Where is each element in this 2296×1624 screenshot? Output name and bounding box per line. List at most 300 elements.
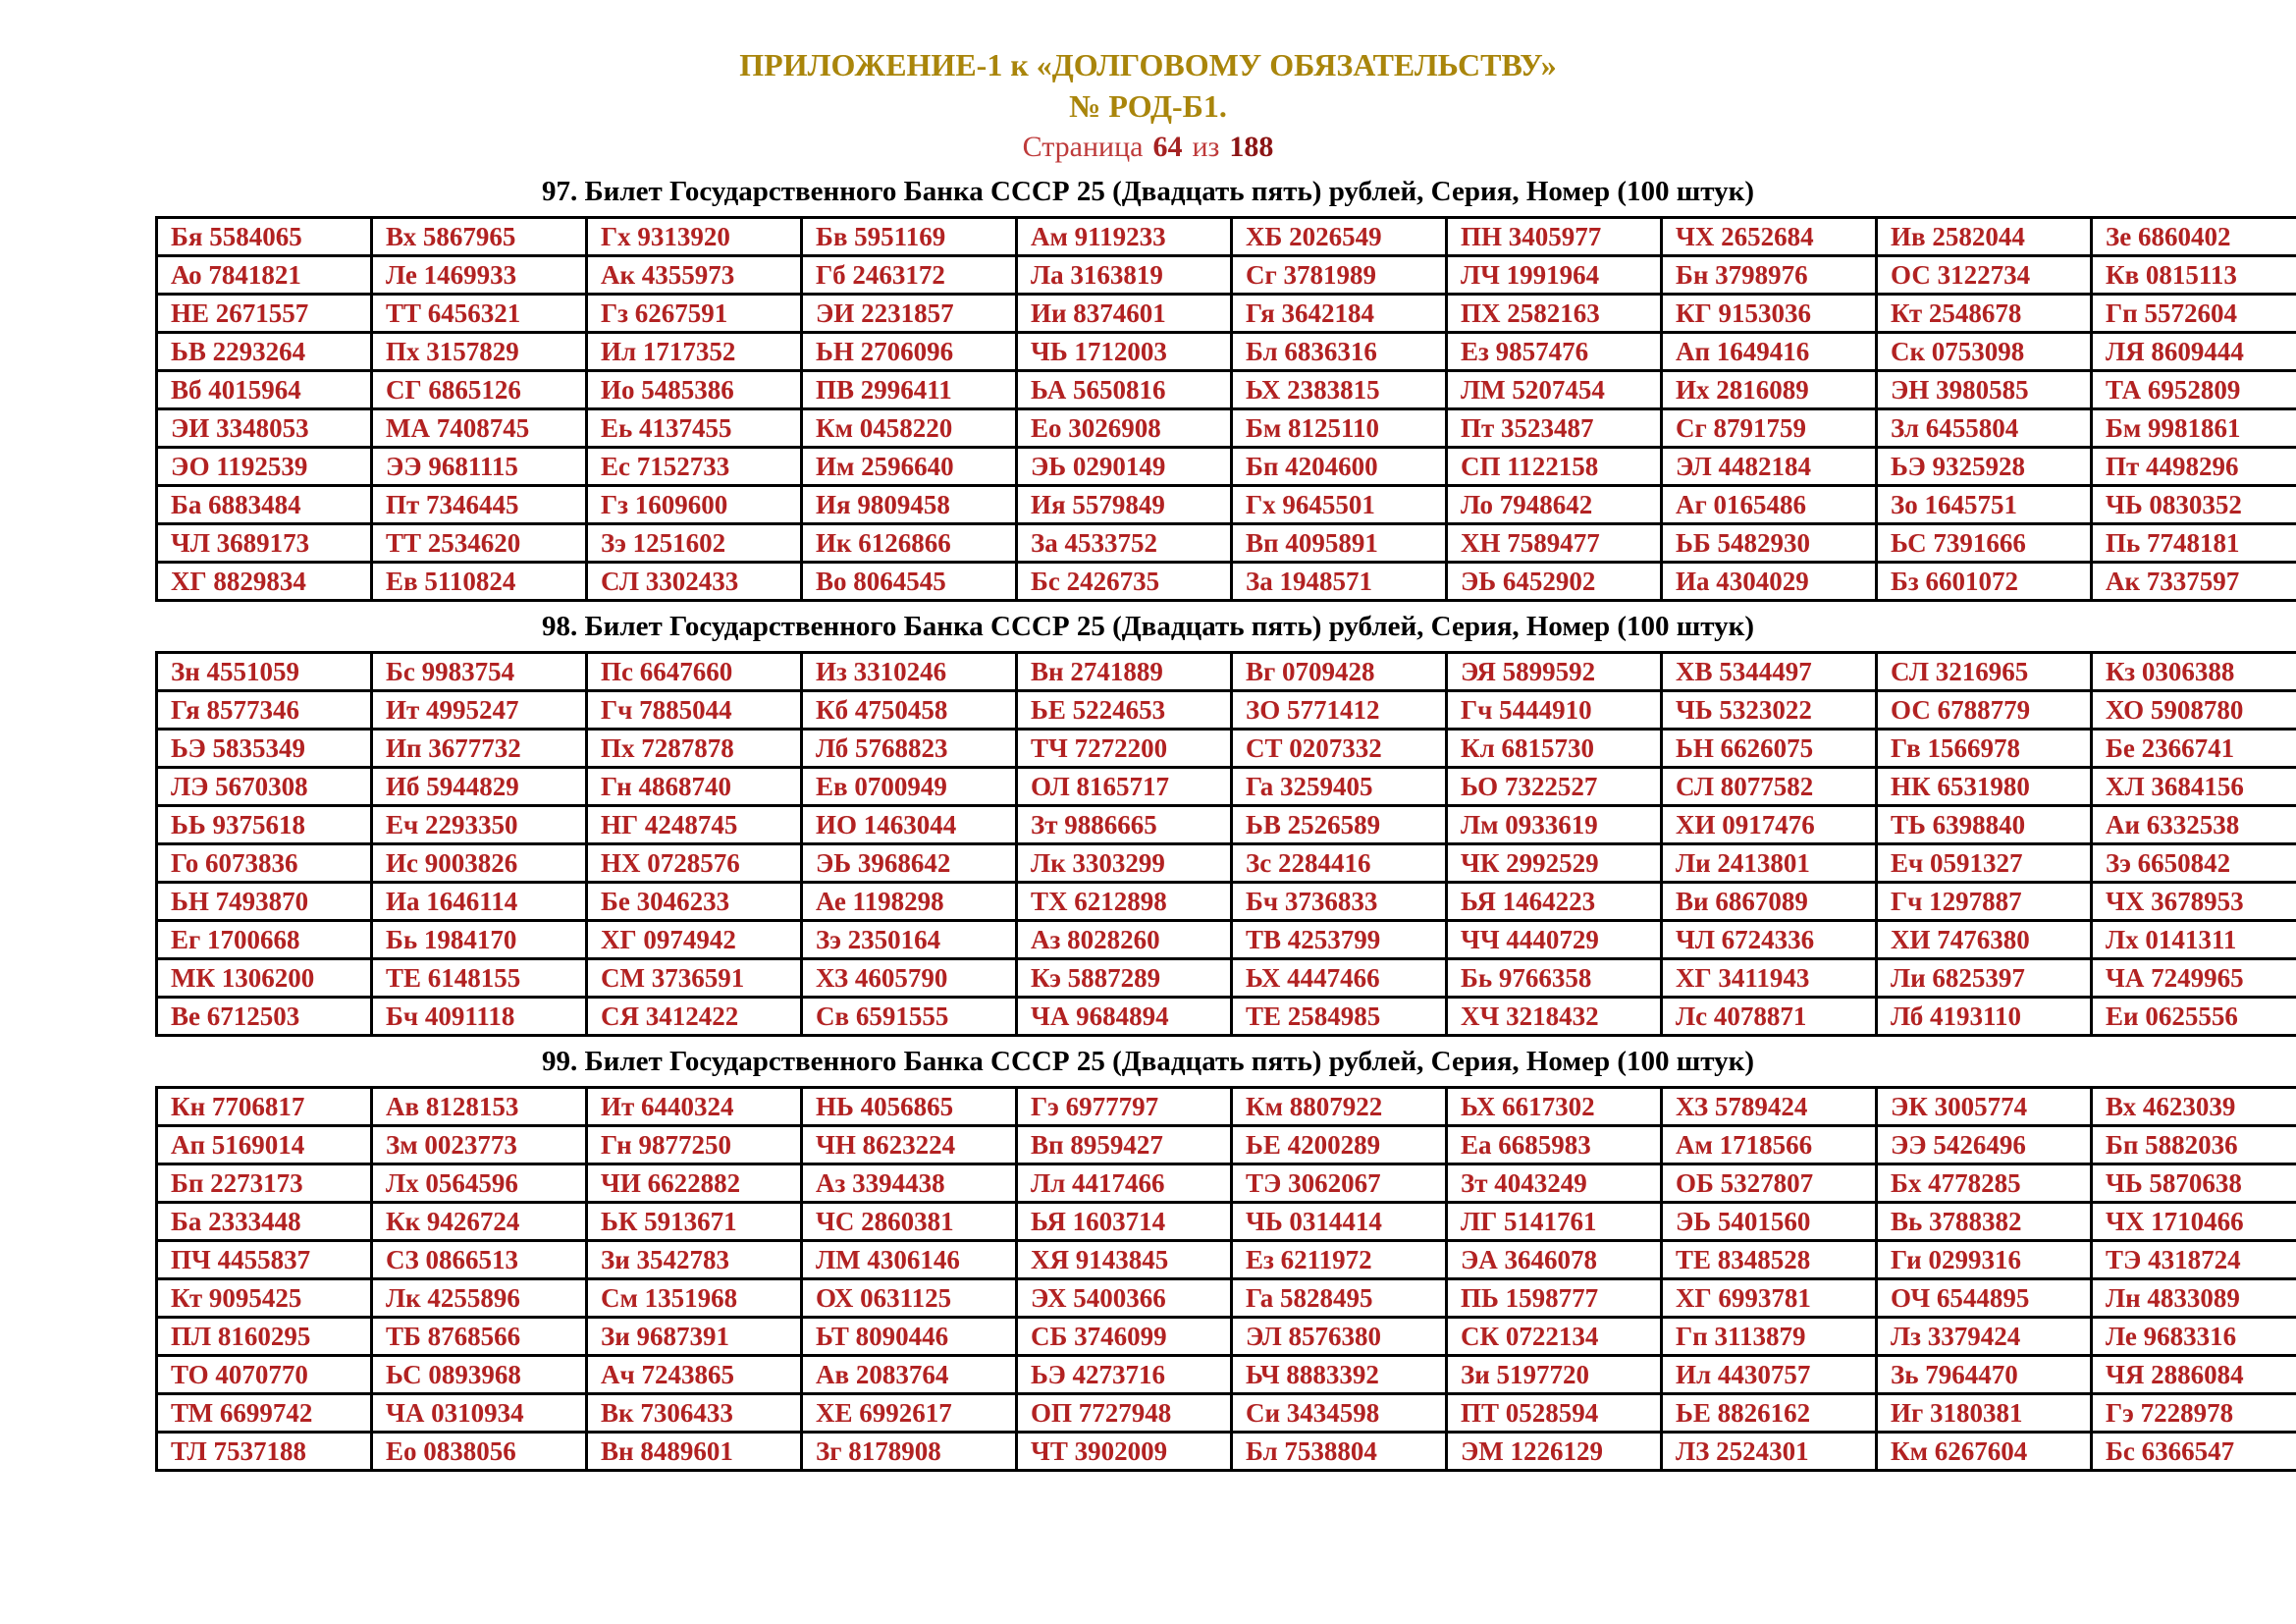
serial-cell: Ия 5579849 <box>1017 486 1232 524</box>
serial-cell: Ез 6211972 <box>1232 1241 1447 1279</box>
serial-cell: Км 0458220 <box>802 409 1017 448</box>
serial-cell: ТЬ 6398840 <box>1877 806 2092 844</box>
serial-cell: СТ 0207332 <box>1232 730 1447 768</box>
table-row <box>157 524 2296 563</box>
serial-cell: Бя 5584065 <box>157 218 372 256</box>
serial-cell: ЭЛ 8576380 <box>1232 1318 1447 1356</box>
serial-cell: ЭЭ 5426496 <box>1877 1126 2092 1164</box>
serial-cell: Зэ 2350164 <box>802 921 1017 959</box>
serial-cell: См 1351968 <box>587 1279 802 1318</box>
serial-cell: Гэ 7228978 <box>2092 1394 2296 1433</box>
serial-cell: Лб 5768823 <box>802 730 1017 768</box>
serial-cell: Бм 8125110 <box>1232 409 1447 448</box>
serial-cell: НК 6531980 <box>1877 768 2092 806</box>
serial-cell: Ав 2083764 <box>802 1356 1017 1394</box>
serial-cell: Вп 4095891 <box>1232 524 1447 563</box>
serial-cell: Ао 7841821 <box>157 256 372 295</box>
serial-cell: НГ 4248745 <box>587 806 802 844</box>
serial-cell: ХЛ 3684156 <box>2092 768 2296 806</box>
serial-cell: Кэ 5887289 <box>1017 959 1232 998</box>
serial-cell: Пс 6647660 <box>587 653 802 691</box>
serial-cell: Кн 7706817 <box>157 1088 372 1126</box>
serial-cell: ЭЭ 9681115 <box>372 448 587 486</box>
serial-numbers-table <box>155 651 2296 1037</box>
serial-cell: ЛЭ 5670308 <box>157 768 372 806</box>
serial-cell: Ит 6440324 <box>587 1088 802 1126</box>
table-row <box>157 1203 2296 1241</box>
serial-cell: ХВ 5344497 <box>1662 653 1877 691</box>
serial-cell: ОХ 0631125 <box>802 1279 1017 1318</box>
serial-cell: Из 3310246 <box>802 653 1017 691</box>
serial-cell: Зи 5197720 <box>1447 1356 1662 1394</box>
serial-cell: Ев 5110824 <box>372 563 587 601</box>
serial-cell: ХЗ 4605790 <box>802 959 1017 998</box>
serial-cell: Еь 4137455 <box>587 409 802 448</box>
serial-cell: ЛЗ 2524301 <box>1662 1433 1877 1471</box>
serial-cell: Бх 4778285 <box>1877 1164 2092 1203</box>
serial-cell: ЬЭ 9325928 <box>1877 448 2092 486</box>
serial-cell: СЛ 8077582 <box>1662 768 1877 806</box>
serial-cell: ТЕ 8348528 <box>1662 1241 1877 1279</box>
table-row <box>157 883 2296 921</box>
serial-cell: КГ 9153036 <box>1662 295 1877 333</box>
serial-cell: Во 8064545 <box>802 563 1017 601</box>
serial-cell: Ви 6867089 <box>1662 883 1877 921</box>
serial-cell: Аг 0165486 <box>1662 486 1877 524</box>
table-row <box>157 921 2296 959</box>
serial-cell: НХ 0728576 <box>587 844 802 883</box>
serial-cell: Кз 0306388 <box>2092 653 2296 691</box>
serial-cell: Гч 5444910 <box>1447 691 1662 730</box>
banknote-table-section-98 <box>0 610 2296 1037</box>
serial-cell: ОЛ 8165717 <box>1017 768 1232 806</box>
table-title: 97. Билет Государственного Банка СССР 25 (Двадцать пять) рублей, Серия, Номер (100 штук) <box>541 176 1755 207</box>
serial-cell: Бс 2426735 <box>1017 563 1232 601</box>
serial-cell: Ач 7243865 <box>587 1356 802 1394</box>
serial-cell: Бл 6836316 <box>1232 333 1447 371</box>
page-indicator <box>0 128 2296 167</box>
serial-cell: Ис 9003826 <box>372 844 587 883</box>
serial-cell: Зн 4551059 <box>157 653 372 691</box>
serial-cell: Зт 4043249 <box>1447 1164 1662 1203</box>
serial-cell: ТХ 6212898 <box>1017 883 1232 921</box>
serial-cell: ЬА 5650816 <box>1017 371 1232 409</box>
serial-cell: Бп 5882036 <box>2092 1126 2296 1164</box>
serial-cell: Лк 3303299 <box>1017 844 1232 883</box>
serial-cell: ТЛ 7537188 <box>157 1433 372 1471</box>
serial-cell: Ио 5485386 <box>587 371 802 409</box>
serial-cell: Бп 4204600 <box>1232 448 1447 486</box>
serial-cell: ЬЯ 1464223 <box>1447 883 1662 921</box>
serial-cell: Лх 0141311 <box>2092 921 2296 959</box>
serial-cell: Бз 6601072 <box>1877 563 2092 601</box>
serial-cell: Бе 2366741 <box>2092 730 2296 768</box>
serial-cell: Вк 7306433 <box>587 1394 802 1433</box>
serial-cell: Ил 1717352 <box>587 333 802 371</box>
serial-cell: ХН 7589477 <box>1447 524 1662 563</box>
serial-cell: ЭО 1192539 <box>157 448 372 486</box>
serial-cell: Иб 5944829 <box>372 768 587 806</box>
serial-cell: ЧЛ 3689173 <box>157 524 372 563</box>
table-row <box>157 691 2296 730</box>
serial-cell: Вн 2741889 <box>1017 653 1232 691</box>
serial-cell: Лм 0933619 <box>1447 806 1662 844</box>
serial-cell: ЬХ 4447466 <box>1232 959 1447 998</box>
serial-cell: ЭЛ 4482184 <box>1662 448 1877 486</box>
serial-cell: ЧА 0310934 <box>372 1394 587 1433</box>
serial-cell: Бь 9766358 <box>1447 959 1662 998</box>
serial-cell: Лх 0564596 <box>372 1164 587 1203</box>
table-row <box>157 1164 2296 1203</box>
serial-cell: Гч 1297887 <box>1877 883 2092 921</box>
serial-cell: Зь 7964470 <box>1877 1356 2092 1394</box>
serial-cell: ЧС 2860381 <box>802 1203 1017 1241</box>
serial-cell: Бч 3736833 <box>1232 883 1447 921</box>
serial-cell: ХГ 3411943 <box>1662 959 1877 998</box>
serial-cell: Зг 8178908 <box>802 1433 1017 1471</box>
table-row <box>157 1088 2296 1126</box>
serial-cell: Гх 9645501 <box>1232 486 1447 524</box>
serial-cell: ЬХ 6617302 <box>1447 1088 1662 1126</box>
serial-cell: Ео 3026908 <box>1017 409 1232 448</box>
serial-cell: Ив 2582044 <box>1877 218 2092 256</box>
table-row <box>157 1241 2296 1279</box>
table-row <box>157 730 2296 768</box>
serial-cell: Ег 1700668 <box>157 921 372 959</box>
serial-cell: Вн 8489601 <box>587 1433 802 1471</box>
serial-cell: Зм 0023773 <box>372 1126 587 1164</box>
serial-cell: Ле 9683316 <box>2092 1318 2296 1356</box>
serial-cell: ЛГ 5141761 <box>1447 1203 1662 1241</box>
serial-cell: ПЛ 8160295 <box>157 1318 372 1356</box>
serial-cell: ПН 3405977 <box>1447 218 1662 256</box>
serial-cell: ТБ 8768566 <box>372 1318 587 1356</box>
serial-cell: ОЧ 6544895 <box>1877 1279 2092 1318</box>
serial-cell: ПЧ 4455837 <box>157 1241 372 1279</box>
serial-cell: ПЬ 1598777 <box>1447 1279 1662 1318</box>
serial-cell: Кт 2548678 <box>1877 295 2092 333</box>
appendix-title: ПРИЛОЖЕНИЕ-1 к «ДОЛГОВОМУ ОБЯЗАТЕЛЬСТВУ» <box>739 47 1557 82</box>
serial-cell: Иа 4304029 <box>1662 563 1877 601</box>
serial-cell: Кв 0815113 <box>2092 256 2296 295</box>
serial-cell: ЧЬ 0314414 <box>1232 1203 1447 1241</box>
table-row <box>157 486 2296 524</box>
serial-cell: Бс 6366547 <box>2092 1433 2296 1471</box>
serial-cell: ЬЬ 9375618 <box>157 806 372 844</box>
serial-cell: Ик 6126866 <box>802 524 1017 563</box>
table-row <box>157 256 2296 295</box>
serial-cell: Зэ 6650842 <box>2092 844 2296 883</box>
serial-cell: ЧЬ 0830352 <box>2092 486 2296 524</box>
serial-cell: Еч 2293350 <box>372 806 587 844</box>
serial-cell: ЧЬ 5870638 <box>2092 1164 2296 1203</box>
serial-cell: ЭЯ 5899592 <box>1447 653 1662 691</box>
serial-cell: ПТ 0528594 <box>1447 1394 1662 1433</box>
serial-cell: Го 6073836 <box>157 844 372 883</box>
table-row <box>157 768 2296 806</box>
serial-cell: Зл 6455804 <box>1877 409 2092 448</box>
table-row <box>157 998 2296 1036</box>
serial-cell: ХГ 6993781 <box>1662 1279 1877 1318</box>
serial-cell: ЭЬ 3968642 <box>802 844 1017 883</box>
serial-cell: ЬС 7391666 <box>1877 524 2092 563</box>
serial-cell: ХБ 2026549 <box>1232 218 1447 256</box>
serial-cell: Гч 7885044 <box>587 691 802 730</box>
serial-cell: Бп 2273173 <box>157 1164 372 1203</box>
serial-cell: Км 8807922 <box>1232 1088 1447 1126</box>
table-row <box>157 1318 2296 1356</box>
serial-cell: ОП 7727948 <box>1017 1394 1232 1433</box>
serial-cell: ЭН 3980585 <box>1877 371 2092 409</box>
serial-cell: Сг 3781989 <box>1232 256 1447 295</box>
serial-cell: ОС 6788779 <box>1877 691 2092 730</box>
serial-cell: НЬ 4056865 <box>802 1088 1017 1126</box>
serial-cell: Га 3259405 <box>1232 768 1447 806</box>
table-row <box>157 844 2296 883</box>
serial-cell: Ип 3677732 <box>372 730 587 768</box>
table-row <box>157 563 2296 601</box>
serial-cell: Ит 4995247 <box>372 691 587 730</box>
table-row <box>157 448 2296 486</box>
serial-cell: ЬЯ 1603714 <box>1017 1203 1232 1241</box>
serial-cell: Лн 4833089 <box>2092 1279 2296 1318</box>
serial-cell: ЬН 2706096 <box>802 333 1017 371</box>
serial-cell: Ли 2413801 <box>1662 844 1877 883</box>
serial-cell: Гп 5572604 <box>2092 295 2296 333</box>
serial-cell: ЭЬ 5401560 <box>1662 1203 1877 1241</box>
serial-cell: Вг 0709428 <box>1232 653 1447 691</box>
banknote-table-section-97 <box>0 175 2296 602</box>
serial-cell: ХГ 0974942 <box>587 921 802 959</box>
serial-cell: Кл 6815730 <box>1447 730 1662 768</box>
serial-cell: ЧИ 6622882 <box>587 1164 802 1203</box>
serial-cell: Вб 4015964 <box>157 371 372 409</box>
serial-cell: ЭХ 5400366 <box>1017 1279 1232 1318</box>
serial-cell: Лз 3379424 <box>1877 1318 2092 1356</box>
serial-cell: ТЭ 4318724 <box>2092 1241 2296 1279</box>
serial-cell: Кк 9426724 <box>372 1203 587 1241</box>
serial-cell: Пт 7346445 <box>372 486 587 524</box>
serial-cell: СБ 3746099 <box>1017 1318 1232 1356</box>
serial-cell: Ео 0838056 <box>372 1433 587 1471</box>
serial-cell: ЛЯ 8609444 <box>2092 333 2296 371</box>
table-row <box>157 1433 2296 1471</box>
serial-cell: ЬС 0893968 <box>372 1356 587 1394</box>
serial-cell: Еи 0625556 <box>2092 998 2296 1036</box>
serial-cell: ХИ 0917476 <box>1662 806 1877 844</box>
serial-cell: Гя 8577346 <box>157 691 372 730</box>
serial-cell: МК 1306200 <box>157 959 372 998</box>
serial-cell: Бе 3046233 <box>587 883 802 921</box>
serial-cell: ЧА 9684894 <box>1017 998 1232 1036</box>
serial-cell: ЬЭ 5835349 <box>157 730 372 768</box>
serial-cell: ИО 1463044 <box>802 806 1017 844</box>
serial-cell: Гз 1609600 <box>587 486 802 524</box>
serial-cell: Вь 3788382 <box>1877 1203 2092 1241</box>
serial-cell: Гн 4868740 <box>587 768 802 806</box>
serial-cell: Сг 8791759 <box>1662 409 1877 448</box>
serial-cell: Гб 2463172 <box>802 256 1017 295</box>
serial-cell: ЭК 3005774 <box>1877 1088 2092 1126</box>
serial-cell: ЬХ 2383815 <box>1232 371 1447 409</box>
serial-cell: Ба 6883484 <box>157 486 372 524</box>
serial-cell: Ия 9809458 <box>802 486 1017 524</box>
serial-cell: За 1948571 <box>1232 563 1447 601</box>
serial-cell: ЬБ 5482930 <box>1662 524 1877 563</box>
serial-cell: Зи 9687391 <box>587 1318 802 1356</box>
serial-cell: СЛ 3216965 <box>1877 653 2092 691</box>
serial-cell: ЭИ 3348053 <box>157 409 372 448</box>
serial-cell: ЬЕ 4200289 <box>1232 1126 1447 1164</box>
serial-cell: ОС 3122734 <box>1877 256 2092 295</box>
serial-cell: Пт 4498296 <box>2092 448 2296 486</box>
serial-cell: ТТ 2534620 <box>372 524 587 563</box>
serial-cell: Св 6591555 <box>802 998 1017 1036</box>
serial-cell: ПХ 2582163 <box>1447 295 1662 333</box>
serial-cell: ЭЬ 6452902 <box>1447 563 1662 601</box>
serial-cell: ТЧ 7272200 <box>1017 730 1232 768</box>
serial-cell: Бм 9981861 <box>2092 409 2296 448</box>
serial-cell: ЧЬ 5323022 <box>1662 691 1877 730</box>
banknote-table-section-99 <box>0 1045 2296 1472</box>
serial-cell: СЗ 0866513 <box>372 1241 587 1279</box>
serial-cell: Ае 1198298 <box>802 883 1017 921</box>
serial-cell: ЭЬ 0290149 <box>1017 448 1232 486</box>
page-of-label: из <box>1192 131 1220 163</box>
table-row <box>157 333 2296 371</box>
serial-cell: ОБ 5327807 <box>1662 1164 1877 1203</box>
serial-cell: ХИ 7476380 <box>1877 921 2092 959</box>
table-title: 98. Билет Государственного Банка СССР 25 (Двадцать пять) рублей, Серия, Номер (100 штук) <box>541 611 1755 642</box>
serial-cell: Ез 9857476 <box>1447 333 1662 371</box>
document-header <box>0 45 2296 167</box>
serial-cell: Ап 5169014 <box>157 1126 372 1164</box>
serial-cell: ХЗ 5789424 <box>1662 1088 1877 1126</box>
serial-cell: Лл 4417466 <box>1017 1164 1232 1203</box>
serial-cell: Ги 0299316 <box>1877 1241 2092 1279</box>
serial-cell: Иг 3180381 <box>1877 1394 2092 1433</box>
serial-cell: СГ 6865126 <box>372 371 587 409</box>
serial-cell: ЧТ 3902009 <box>1017 1433 1232 1471</box>
serial-cell: Ли 6825397 <box>1877 959 2092 998</box>
serial-cell: Им 2596640 <box>802 448 1017 486</box>
serial-cell: Ло 7948642 <box>1447 486 1662 524</box>
table-row <box>157 1356 2296 1394</box>
serial-cell: Зс 2284416 <box>1232 844 1447 883</box>
serial-cell: Бн 3798976 <box>1662 256 1877 295</box>
serial-cell: Гх 9313920 <box>587 218 802 256</box>
serial-cell: Зе 6860402 <box>2092 218 2296 256</box>
serial-cell: Гв 1566978 <box>1877 730 2092 768</box>
serial-cell: ЬН 7493870 <box>157 883 372 921</box>
page-total-number: 188 <box>1229 131 1274 163</box>
table-row <box>157 371 2296 409</box>
serial-cell: Ев 0700949 <box>802 768 1017 806</box>
serial-cell: ЬВ 2526589 <box>1232 806 1447 844</box>
serial-cell: ТА 6952809 <box>2092 371 2296 409</box>
document-number: № РОД-Б1. <box>1069 88 1227 124</box>
serial-cell: Лб 4193110 <box>1877 998 2092 1036</box>
serial-cell: Зо 1645751 <box>1877 486 2092 524</box>
table-row <box>157 295 2296 333</box>
page-label: Страница <box>1022 131 1144 163</box>
serial-cell: Пх 7287878 <box>587 730 802 768</box>
serial-cell: ЧХ 2652684 <box>1662 218 1877 256</box>
table-title: 99. Билет Государственного Банка СССР 25 (Двадцать пять) рублей, Серия, Номер (100 штук) <box>541 1046 1755 1077</box>
serial-cell: ТЭ 3062067 <box>1232 1164 1447 1203</box>
serial-cell: ЬН 6626075 <box>1662 730 1877 768</box>
serial-cell: СЛ 3302433 <box>587 563 802 601</box>
serial-cell: ЬК 5913671 <box>587 1203 802 1241</box>
table-row <box>157 959 2296 998</box>
serial-numbers-table <box>155 1086 2296 1472</box>
serial-cell: ЬТ 8090446 <box>802 1318 1017 1356</box>
serial-cell: ХЕ 6992617 <box>802 1394 1017 1433</box>
serial-cell: МА 7408745 <box>372 409 587 448</box>
serial-cell: Бс 9983754 <box>372 653 587 691</box>
serial-cell: НЕ 2671557 <box>157 295 372 333</box>
serial-cell: Ак 7337597 <box>2092 563 2296 601</box>
table-row <box>157 653 2296 691</box>
serial-cell: Си 3434598 <box>1232 1394 1447 1433</box>
serial-cell: Пь 7748181 <box>2092 524 2296 563</box>
serial-cell: Еч 0591327 <box>1877 844 2092 883</box>
serial-cell: ХО 5908780 <box>2092 691 2296 730</box>
serial-cell: Пх 3157829 <box>372 333 587 371</box>
serial-cell: Иа 1646114 <box>372 883 587 921</box>
serial-cell: ЗО 5771412 <box>1232 691 1447 730</box>
serial-cell: Ак 4355973 <box>587 256 802 295</box>
serial-cell: Лс 4078871 <box>1662 998 1877 1036</box>
serial-cell: Аи 6332538 <box>2092 806 2296 844</box>
serial-cell: Гя 3642184 <box>1232 295 1447 333</box>
serial-cell: Га 5828495 <box>1232 1279 1447 1318</box>
serial-cell: Бч 4091118 <box>372 998 587 1036</box>
serial-cell: ЭИ 2231857 <box>802 295 1017 333</box>
serial-cell: Ам 1718566 <box>1662 1126 1877 1164</box>
serial-cell: Еа 6685983 <box>1447 1126 1662 1164</box>
serial-cell: ЛЧ 1991964 <box>1447 256 1662 295</box>
serial-cell: ЧА 7249965 <box>2092 959 2296 998</box>
serial-cell: СП 1122158 <box>1447 448 1662 486</box>
serial-cell: ТМ 6699742 <box>157 1394 372 1433</box>
serial-cell: Ам 9119233 <box>1017 218 1232 256</box>
serial-cell: ЧЬ 1712003 <box>1017 333 1232 371</box>
serial-cell: Лк 4255896 <box>372 1279 587 1318</box>
serial-cell: Бь 1984170 <box>372 921 587 959</box>
serial-cell: Их 2816089 <box>1662 371 1877 409</box>
serial-cell: Гп 3113879 <box>1662 1318 1877 1356</box>
serial-cell: Ла 3163819 <box>1017 256 1232 295</box>
serial-cell: ЧЯ 2886084 <box>2092 1356 2296 1394</box>
serial-cell: ТО 4070770 <box>157 1356 372 1394</box>
serial-numbers-table <box>155 216 2296 602</box>
serial-cell: Гэ 6977797 <box>1017 1088 1232 1126</box>
serial-cell: СК 0722134 <box>1447 1318 1662 1356</box>
serial-cell: Км 6267604 <box>1877 1433 2092 1471</box>
serial-cell: ХГ 8829834 <box>157 563 372 601</box>
serial-cell: Зи 3542783 <box>587 1241 802 1279</box>
serial-cell: Зэ 1251602 <box>587 524 802 563</box>
serial-cell: Гз 6267591 <box>587 295 802 333</box>
serial-cell: СЯ 3412422 <box>587 998 802 1036</box>
table-row <box>157 1279 2296 1318</box>
serial-cell: Аз 3394438 <box>802 1164 1017 1203</box>
serial-cell: Ба 2333448 <box>157 1203 372 1241</box>
serial-cell: Ил 4430757 <box>1662 1356 1877 1394</box>
serial-cell: ЛМ 4306146 <box>802 1241 1017 1279</box>
serial-cell: Аз 8028260 <box>1017 921 1232 959</box>
